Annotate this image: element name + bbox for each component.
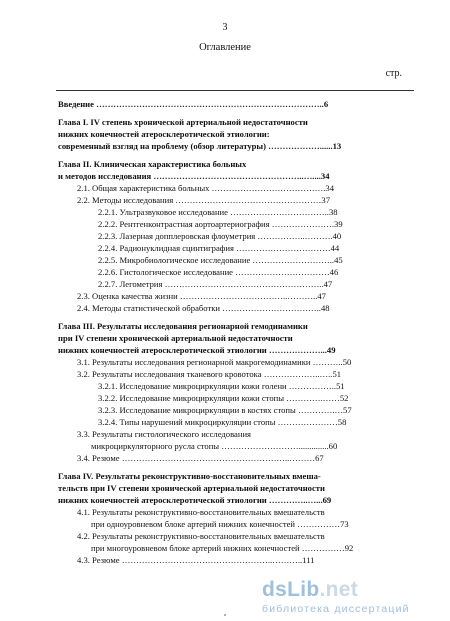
toc-section-2-2-6: 2.2.6. Гистологическое исследование ……………………………46 [98, 267, 339, 277]
toc-chapter-3-line3: нижних конечностей атеросклеротической этиологии ………………...49 [58, 345, 336, 355]
dslib-logo-tld: .net [319, 578, 359, 601]
toc-chapter-1-line2: нижних конечностей атеросклеротической этиологии: [58, 129, 270, 139]
toc-chapter-2-line2: и методов исследования ……………………………………………..…....34 [58, 171, 330, 181]
toc-section-3-4: 3.4. Резюме …………………………………………………..………67 [77, 453, 324, 463]
toc-section-2-4: 2.4. Методы статистической обработки ……………………………..48 [77, 303, 330, 313]
page-number: 3 [222, 22, 228, 33]
toc-section-4-1-line1: 4.1. Результаты реконструктивно-восстановительных вмешательств [77, 507, 325, 517]
toc-chapter-4-line2: тельств при IV степени хронической артериальной недостаточности [58, 483, 325, 493]
toc-section-4-2-line1: 4.2. Результаты реконструктивно-восстановительных вмешательств [77, 531, 325, 541]
toc-section-3-2-2: 3.2.2. Исследование микроциркуляции кожи стопы ………….……52 [98, 393, 349, 403]
dslib-logo [262, 578, 358, 602]
toc-chapter-3-line2: при IV степени хронической артериальной недостаточности [58, 333, 293, 343]
toc-section-2-2-1: 2.2.1. Ультразвуковое исследование ……………………………..38 [98, 207, 338, 217]
toc-chapter-4-line3: нижних конечностей атеросклеротической этиологии …………..…...69 [58, 495, 332, 505]
toc-section-3-1: 3.1. Результаты исследования регионарной макрогемодинамики ………..50 [77, 357, 352, 367]
toc-title: Оглавление [199, 42, 251, 53]
dslib-logo-main: dsLib [262, 578, 320, 601]
toc-section-4-2-line2: при многоуровневом блоке артерий нижних конечностей ……………92 [91, 543, 354, 553]
toc-section-2-2-7: 2.2.7. Легометрия ………………………………………………..47 [98, 279, 333, 289]
toc-entry-introduction: Введение ……………………………………………………………………..6 [58, 99, 329, 109]
toc-chapter-1-line1: Глава I. IV степень хронической артериальной недостаточности [58, 117, 308, 127]
toc-section-3-2-3: 3.2.3. Исследование микроциркуляции в костях стопы ………….…57 [98, 405, 352, 415]
dslib-subtitle: библиотека диссертаций [262, 603, 410, 615]
toc-chapter-3-line1: Глава III. Результаты исследования регионарной гемодинамики [58, 321, 308, 331]
toc-section-3-2: 3.2. Результаты исследования тканевого кровотока ………………..…..51 [77, 369, 342, 379]
toc-section-3-2-4: 3.2.4. Типы нарушений микроциркуляции стопы …………………58 [98, 417, 347, 427]
dslib-watermark [262, 578, 442, 618]
toc-section-4-1-line2: при одноуровневом блоке артерий нижних конечностей ……………73 [91, 519, 349, 529]
toc-chapter-1-line3: современный взгляд на проблему (обзор литературы) ………………......13 [58, 141, 342, 151]
toc-chapter-4-line1: Глава IV. Результаты реконструктивно-восстановительных вмеша- [58, 471, 321, 481]
page-column-label: стр. [385, 68, 402, 79]
toc-section-4-3: 4.3. Резюме ……………………………………………..………..111 [77, 555, 315, 565]
scan-speck [224, 614, 226, 616]
toc-section-2-2: 2.2. Методы исследования ……………………………………………37 [77, 195, 330, 205]
toc-section-3-3-line2: микроциркуляторного русла стопы ………………………..............60 [91, 441, 338, 451]
toc-section-2-3: 2.3. Оценка качества жизни ………………………………..………..47 [77, 291, 326, 301]
divider-line [56, 90, 414, 91]
toc-section-2-2-4: 2.2.4. Радионуклидная сцинтиграфия ……………………………44 [98, 243, 340, 253]
toc-section-2-2-3: 2.2.3. Лазерная допплеровская флоуметрия ……………..……….40 [98, 231, 342, 241]
toc-section-2-2-5: 2.2.5. Микробиологическое исследование ………………………..45 [98, 255, 343, 265]
toc-chapter-2-line1: Глава II. Клиническая характеристика больных [58, 159, 247, 169]
toc-section-3-3-line1: 3.3. Результаты гистологического исследования [77, 429, 251, 439]
toc-section-3-2-1: 3.2.1. Исследование микроциркуляции кожи голени ……………..51 [98, 381, 345, 391]
toc-section-2-1: 2.1. Общая характеристика больных ………………………………….34 [77, 183, 335, 193]
toc-section-2-2-2: 2.2.2. Рентгенконтрастная аортоартериография ………………….39 [98, 219, 343, 229]
